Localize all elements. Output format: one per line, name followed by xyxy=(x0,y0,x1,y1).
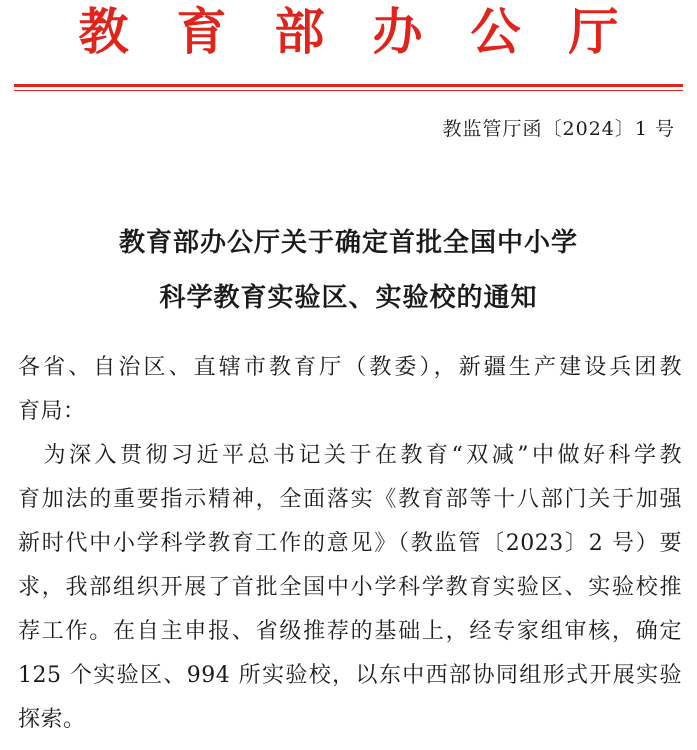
body-paragraph-line-2: 育加法的重要指示精神，全面落实《教育部等十八部门关于加强 xyxy=(18,487,682,512)
addressee-line-2: 育局： xyxy=(18,399,86,424)
header-red-rule-thick xyxy=(14,84,683,87)
body-paragraph-line-1: 为深入贯彻习近平总书记关于在教育“双减”中做好科学教 xyxy=(18,443,682,468)
document-title-line-1: 教育部办公厅关于确定首批全国中小学 xyxy=(118,228,578,258)
body-paragraph-line-3: 新时代中小学科学教育工作的意见》（教监管〔2023〕2 号）要 xyxy=(18,531,682,556)
body-paragraph-line-4: 求，我部组织开展了首批全国中小学科学教育实验区、实验校推 xyxy=(18,575,682,600)
body-paragraph-line-5: 荐工作。在自主申报、省级推荐的基础上，经专家组审核，确定 xyxy=(18,619,682,644)
body-paragraph-line-7: 探索。 xyxy=(18,707,86,732)
issuer-header-title: 教育部办公厅 xyxy=(78,2,667,61)
body-paragraph-line-6: 125 个实验区、994 所实验校，以东中西部协同组形式开展实验 xyxy=(18,663,682,688)
addressee-line-1: 各省、自治区、直辖市教育厅（教委），新疆生产建设兵团教 xyxy=(18,355,682,380)
document-number: 教监管厅函〔2024〕1 号 xyxy=(442,118,675,140)
header-red-rule-thin xyxy=(14,90,683,91)
document-title-line-2: 科学教育实验区、实验校的通知 xyxy=(159,283,538,313)
